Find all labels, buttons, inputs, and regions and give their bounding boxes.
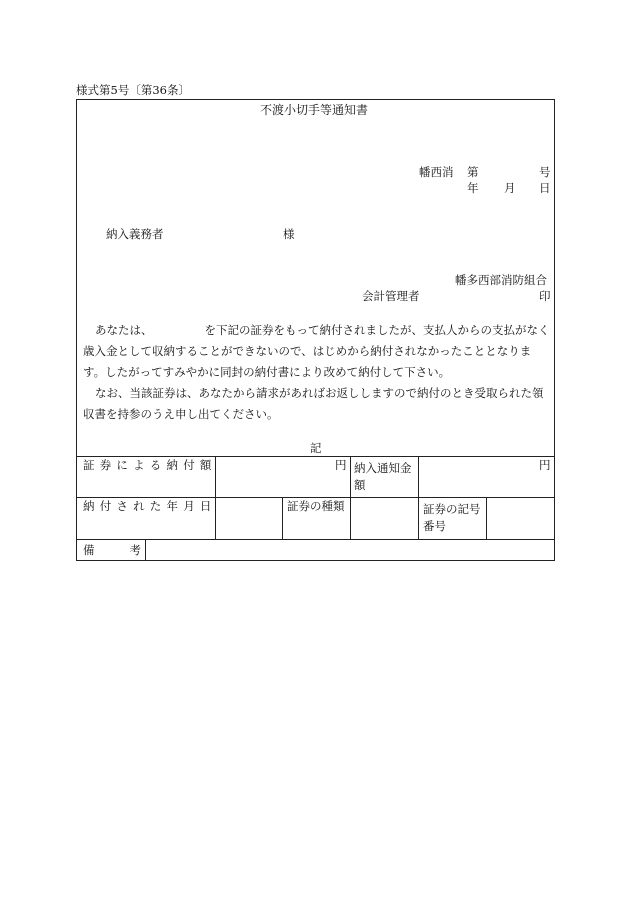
table-vline-2 [350, 456, 351, 539]
body-p1-rest: を下記の証券をもって納付されましたが、支払人からの支払がなく歳入金として収納することができないので、はじめから納付されなかったこととなります。したがってすみやかに同封の納付書により改めて納付して下さい。 [83, 323, 550, 379]
sender-org: 幡多西部消防組合 [455, 273, 547, 287]
table-top-line [76, 456, 555, 457]
security-type-label: 証券の種類 [287, 499, 345, 513]
notice-amount-yen: 円 [539, 458, 551, 472]
table-vline-5 [486, 497, 487, 539]
recipient-honorific: 様 [283, 227, 295, 241]
ki-label: 記 [310, 441, 322, 455]
amount-label: 証券による納付額 [83, 458, 217, 472]
table-row-line-1 [76, 497, 555, 498]
form-id: 様式第5号〔第36条〕 [76, 83, 190, 97]
form-title: 不渡小切手等通知書 [260, 103, 369, 117]
security-code-label: 証券の記号番号 [423, 502, 481, 533]
issuer-prefix: 幡西消 [419, 165, 454, 179]
notice-amount-label: 納入通知金額 [354, 461, 412, 492]
table-vline-3 [418, 456, 419, 539]
body-paragraph-1 [83, 320, 553, 383]
table-row-line-2 [76, 539, 555, 540]
body-paragraph-2: なお、当該証券は、あなたから請求があればお返ししますので納付のとき受取られた領収書を持参のうえ申し出てください。 [83, 386, 544, 421]
date-month: 月 [504, 181, 516, 195]
payment-date-label: 納付された年月日 [83, 499, 217, 513]
table-vline-4 [282, 497, 283, 539]
body-p1-start: あなたは、 [95, 323, 153, 337]
sender-seal: 印 [539, 289, 551, 303]
date-year: 年 [467, 181, 479, 195]
remarks-label: 備考 [83, 543, 176, 557]
date-day: 日 [539, 181, 551, 195]
sender-title: 会計管理者 [362, 289, 420, 303]
recipient-label: 納入義務者 [106, 227, 164, 241]
amount-yen: 円 [335, 458, 347, 472]
number-suffix: 号 [539, 165, 551, 179]
number-prefix: 第 [467, 165, 479, 179]
